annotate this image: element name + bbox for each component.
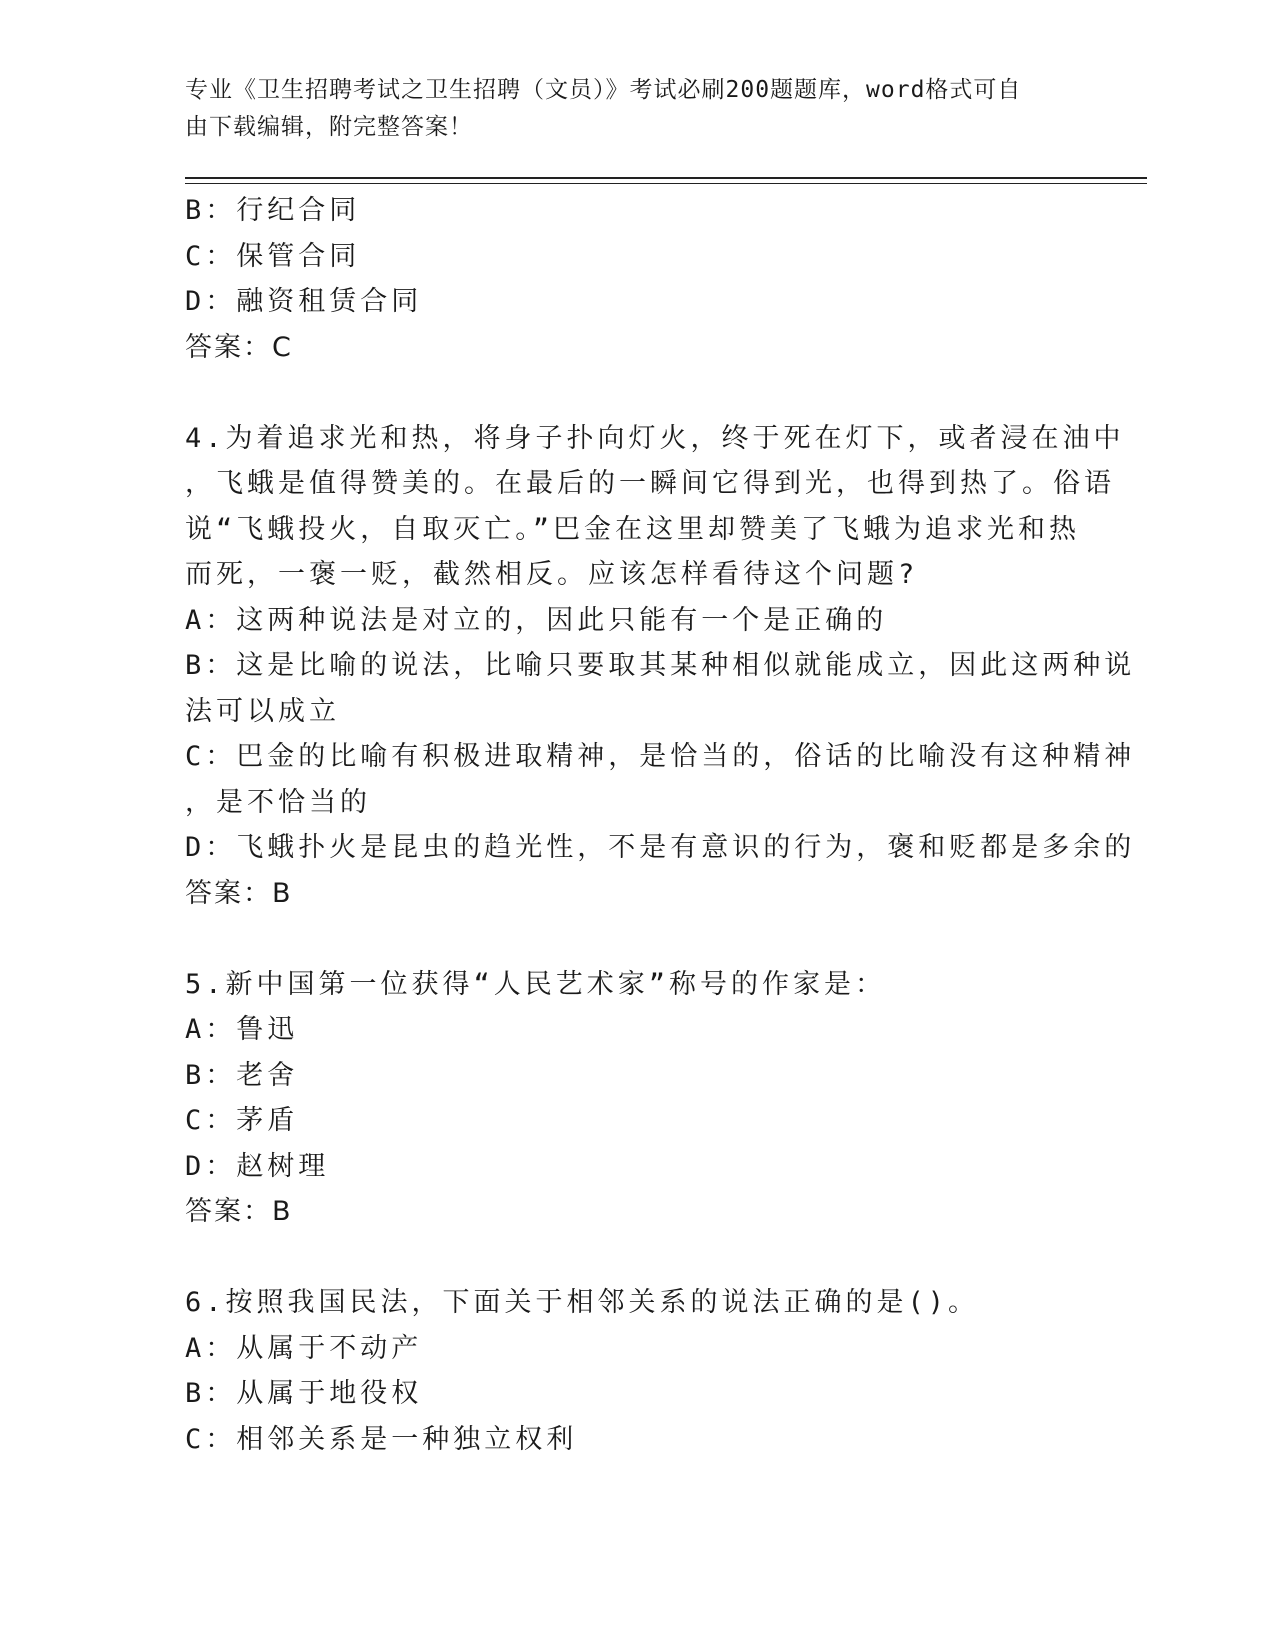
header-line-1: 专业《卫生招聘考试之卫生招聘（文员）》考试必刷200题题库，word格式可自 bbox=[185, 77, 1022, 103]
q5-option-c: C：茅盾 bbox=[185, 1105, 299, 1136]
question-3 bbox=[185, 188, 1085, 370]
question-5 bbox=[185, 962, 1085, 1235]
spacer bbox=[185, 370, 1085, 416]
question-content bbox=[185, 188, 1136, 1462]
q5-option-a: A：鲁迅 bbox=[185, 1014, 299, 1045]
q3-option-c: C：保管合同 bbox=[185, 240, 361, 272]
question-4 bbox=[185, 416, 1136, 917]
q4-answer: 答案：B bbox=[185, 877, 293, 909]
header-rule-thin bbox=[185, 183, 1147, 184]
q4-option-b-line-2: 法可以成立 bbox=[185, 695, 340, 727]
q3-option-b: B：行纪合同 bbox=[185, 195, 361, 226]
q4-option-b-line-1: B：这是比喻的说法，比喻只要取其某种相似就能成立，因此这两种说 bbox=[185, 650, 1136, 681]
q5-option-b: B：老舍 bbox=[185, 1059, 299, 1091]
q6-option-c: C：相邻关系是一种独立权利 bbox=[185, 1423, 578, 1455]
q6-option-b: B：从属于地役权 bbox=[185, 1378, 423, 1409]
spacer bbox=[185, 1235, 1085, 1281]
q4-stem-line-2: ，飞蛾是值得赞美的。在最后的一瞬间它得到光，也得到热了。俗语 bbox=[185, 468, 1115, 499]
header-rule-thick bbox=[185, 177, 1147, 179]
q4-stem-line-4: 而死，一褒一贬，截然相反。应该怎样看待这个问题? bbox=[185, 559, 919, 590]
q6-stem: 6.按照我国民法，下面关于相邻关系的说法正确的是()。 bbox=[185, 1287, 980, 1318]
q5-option-d: D：赵树理 bbox=[185, 1150, 330, 1182]
spacer bbox=[185, 916, 1085, 962]
q5-answer: 答案：B bbox=[185, 1196, 293, 1227]
q4-stem-line-3: 说“飞蛾投火，自取灭亡。”巴金在这里却赞美了飞蛾为追求光和热 bbox=[185, 513, 1081, 545]
q6-option-a: A：从属于不动产 bbox=[185, 1332, 423, 1364]
q5-stem: 5.新中国第一位获得“人民艺术家”称号的作家是： bbox=[185, 968, 887, 1000]
q4-stem-line-1: 4.为着追求光和热，将身子扑向灯火，终于死在灯下，或者浸在油中 bbox=[185, 422, 1125, 454]
q4-option-a: A：这两种说法是对立的，因此只能有一个是正确的 bbox=[185, 604, 888, 636]
q3-answer: 答案：C bbox=[185, 331, 293, 363]
q4-option-d: D：飞蛾扑火是昆虫的趋光性，不是有意识的行为，褒和贬都是多余的 bbox=[185, 832, 1136, 863]
q4-option-c-line-1: C：巴金的比喻有积极进取精神，是恰当的，俗话的比喻没有这种精神 bbox=[185, 741, 1136, 772]
q3-option-d: D：融资租赁合同 bbox=[185, 286, 423, 317]
header-line-2: 由下载编辑，附完整答案！ bbox=[185, 114, 473, 140]
document-header bbox=[185, 72, 1065, 146]
question-6 bbox=[185, 1280, 1085, 1462]
q4-option-c-line-2: ，是不恰当的 bbox=[185, 786, 371, 818]
